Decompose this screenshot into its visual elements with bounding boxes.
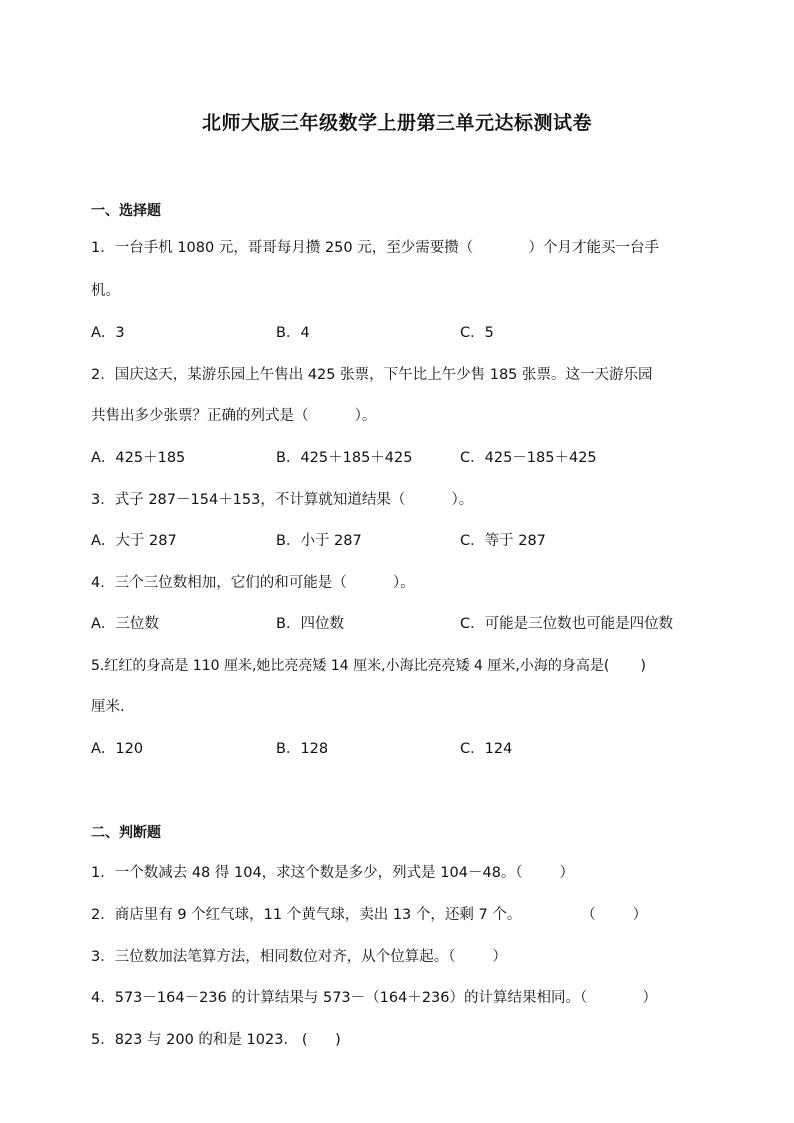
question-2-option-c: C．425－185＋425 <box>460 450 597 466</box>
question-3-option-c: C．等于 287 <box>460 533 546 549</box>
question-4-option-b: B．四位数 <box>276 616 344 632</box>
judge-item-4: 4．573－164－236 的计算结果与 573－（164＋236）的计算结果相同。（ ） <box>91 990 658 1006</box>
question-2-line-2: 共售出多少张票？正确的列式是（ ）。 <box>91 408 377 424</box>
question-5-option-c: C．124 <box>460 741 513 757</box>
question-1-option-a: A．3 <box>91 325 125 341</box>
question-3-line-1: 3．式子 287－154＋153，不计算就知道结果（ ）。 <box>91 492 474 508</box>
question-3-option-b: B．小于 287 <box>276 533 362 549</box>
question-2-option-b: B．425＋185＋425 <box>276 450 413 466</box>
page-title: 北师大版三年级数学上册第三单元达标测试卷 <box>201 112 592 134</box>
judge-item-2: 2．商店里有 9 个红气球，11 个黄气球，卖出 13 个，还剩 7 个。 （ ） <box>91 907 648 923</box>
question-1-option-b: B．4 <box>276 325 310 341</box>
question-3-option-a: A．大于 287 <box>91 533 177 549</box>
question-4-option-c: C．可能是三位数也可能是四位数 <box>460 616 674 632</box>
question-1-line-1: 1．一台手机 1080 元，哥哥每月攒 250 元，至少需要攒（ ）个月才能买一台手 <box>91 240 660 256</box>
question-5-line-2: 厘米． <box>91 699 135 715</box>
judge-item-1: 1．一个数减去 48 得 104，求这个数是多少，列式是 104－48。（ ） <box>91 865 575 881</box>
question-2-option-a: A．425＋185 <box>91 450 186 466</box>
question-4-line-1: 4．三个三位数相加，它们的和可能是（ ）。 <box>91 575 415 591</box>
question-5-option-a: A．120 <box>91 741 144 757</box>
judge-item-5: 5．823 与 200 的和是 1023. ( ) <box>91 1032 341 1048</box>
judge-item-3: 3．三位数加法笔算方法，相同数位对齐，从个位算起。（ ） <box>91 949 507 965</box>
question-1-line-2: 机。 <box>91 283 120 299</box>
question-5-option-b: B．128 <box>276 741 329 757</box>
question-5-line-1: 5.红红的身高是 110 厘米,她比亮亮矮 14 厘米,小海比亮亮矮 4 厘米,小海的身高是( ) <box>91 658 646 674</box>
section-heading-true-false: 二、判断题 <box>91 825 161 841</box>
question-4-option-a: A．三位数 <box>91 616 159 632</box>
question-1-option-c: C．5 <box>460 325 494 341</box>
section-heading-choice: 一、选择题 <box>91 203 161 219</box>
question-2-line-1: 2．国庆这天，某游乐园上午售出 425 张票，下午比上午少售 185 张票。这一天游乐园 <box>91 367 653 383</box>
